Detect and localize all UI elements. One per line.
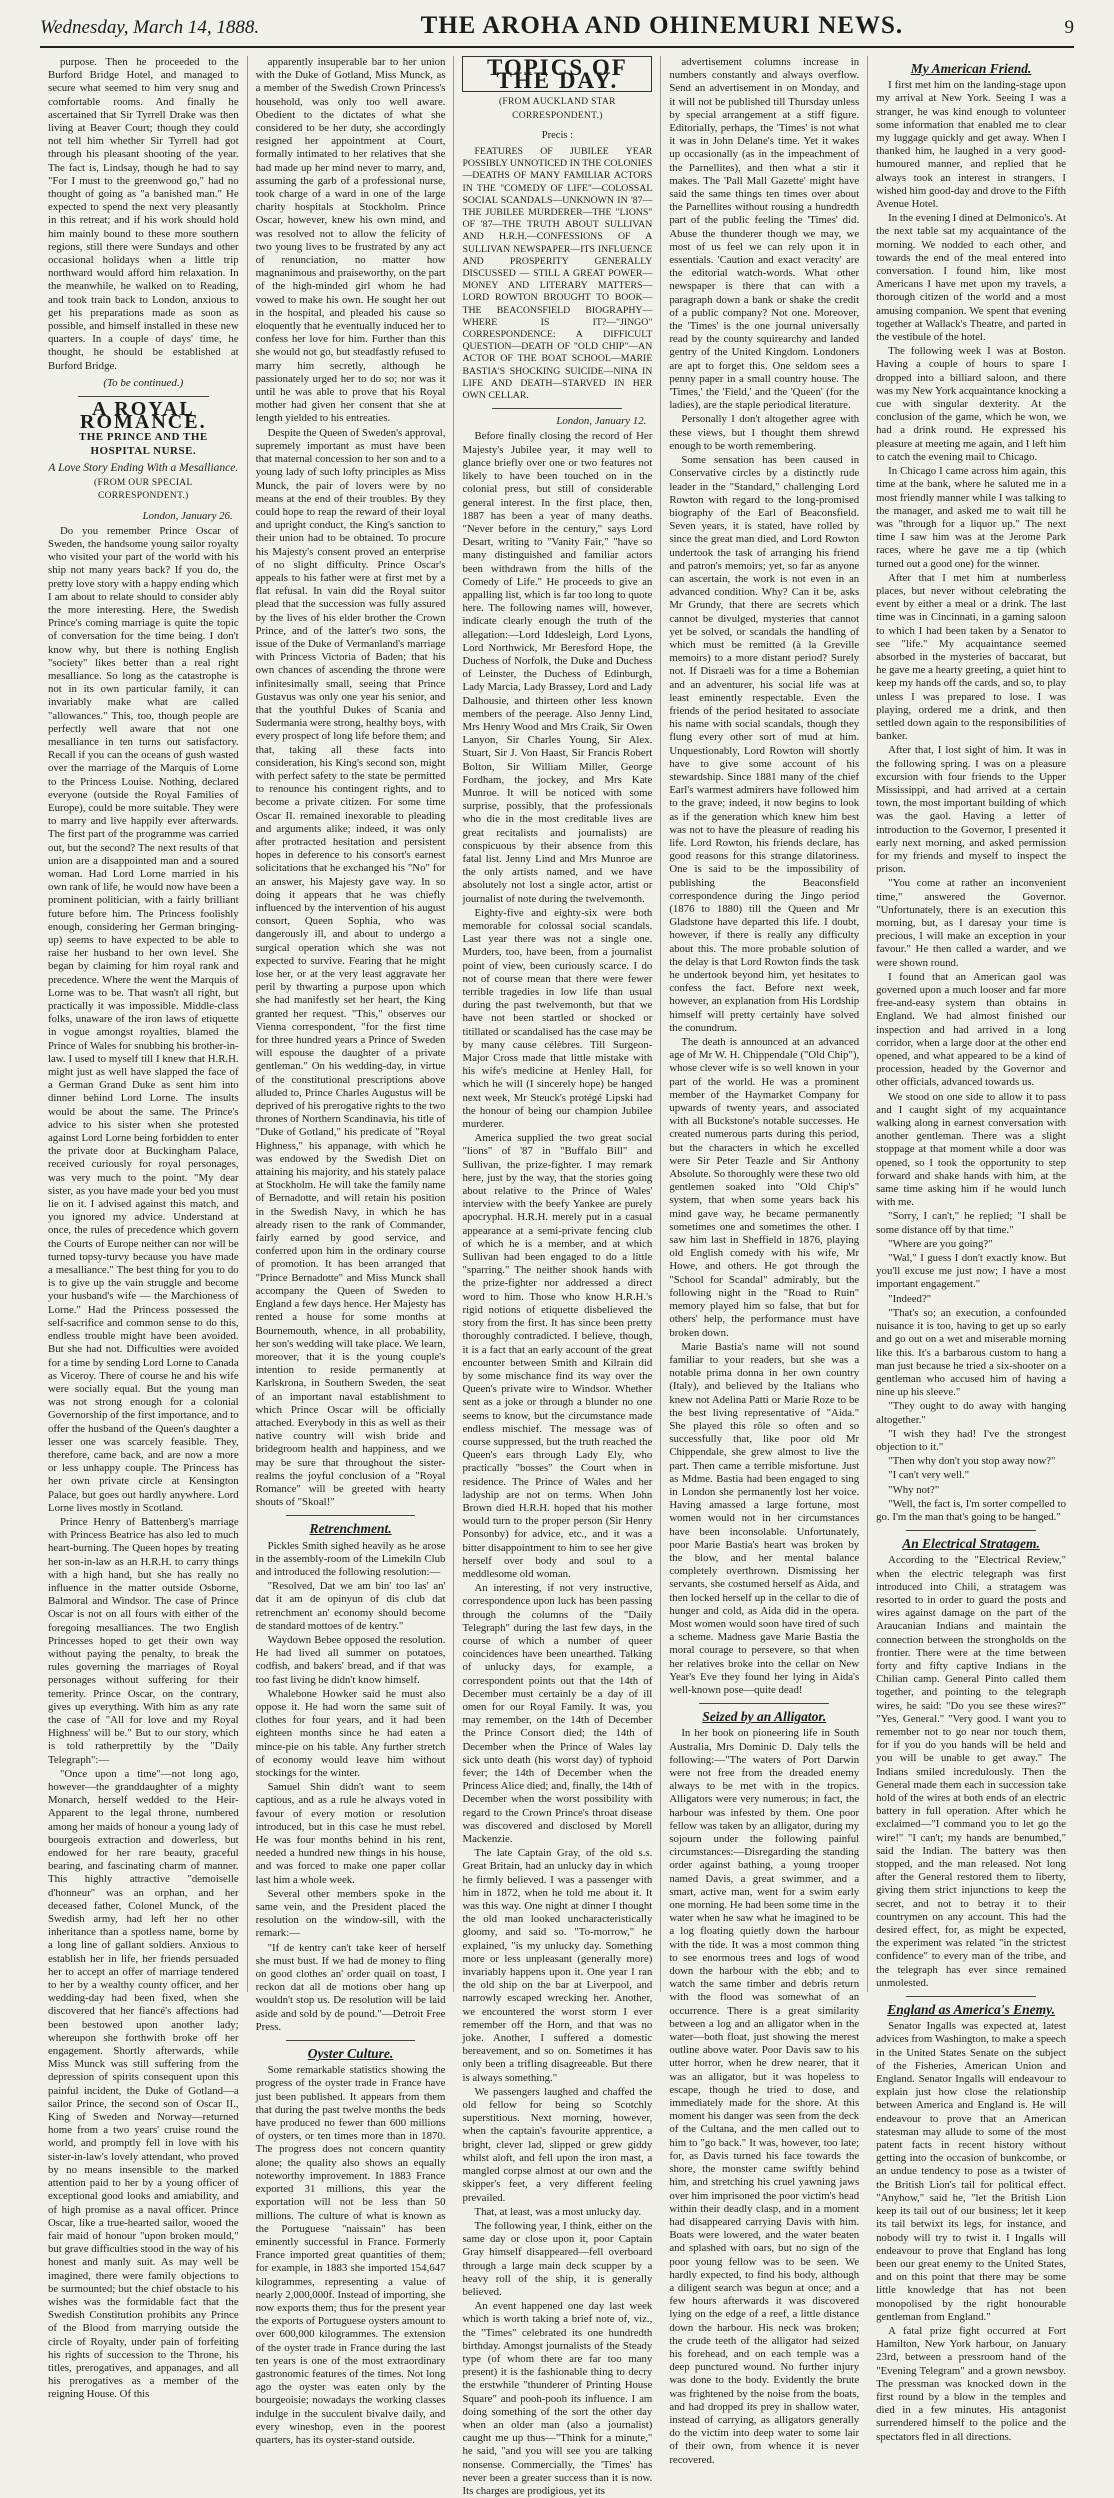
alligator-headline: Seized by an Alligator. xyxy=(702,1709,827,1725)
prize-fight-paragraph: A fatal prize fight occurred at Fort Hamilton, New York harbour, on January 23rd, between a pressroom hand of the "Evening Telegram" and a grown newsboy. The pressman was knocked down in the first round by a blow in the temples and died in a few minutes. His antagonist surrendered himself to the police and the spectators fled in all directions. xyxy=(876,2324,1066,2443)
england-enemy-paragraph: Senator Ingalls was expected at, latest advices from Washington, to make a speech in the United States Senate on the subject of the Fisheries, American Union and England. Senator Ingalls will endeavour to explain just how close the relationship between America and England is. He will endeavour to prove that an American statesman may allude to some of the most patent facts in recent history without getting into the occasion of bunkcombe, or an undue tendency to pose as a twister of the British Lion's tail for political effect. "Anyhow," said he, "let the British Lion keep its tail out of our business; let it keep its tail betwixt its legs, for instance, and nobody will try to twist it. I Ingalls will endeavour to prove that England has long been our great enemy to the United States, and on this point that there may be some little knowledge that has not been monopolised by the right honourable gentleman from England." xyxy=(876,2020,1066,2323)
issue-date: Wednesday, March 14, 1888. xyxy=(40,17,260,38)
american-friend-paragraph: After that I met him at numberless places, but never without celebrating the event by either a meal or a drink. The last time was in Cincinnati, in a gaming saloon to which I had been taken by a Senator to see "life." My acquaintance seemed absorbed in the mysteries of baccarat, but he gave me a hearty greeting, a quiet hint to keep my hands off the cards, and so, to play unless I was prepared to lose. I was playing, ordered me a drink, and then settled down again to the responsibilities of banker. xyxy=(876,571,1066,743)
topics-paragraph: America supplied the two great social "lions" of '87 in "Buffalo Bill" and Sullivan, the prize-fighter. I may remark here, just by the way, that the stories going about relative to the Prince of Wales' interview with the beefy Yankee are purely apocryphal. H.R.H. merely put in a casual appearance at a semi-private fencing club of which he is a member, and at which Sullivan had been engaged to do a little "sparring." The neither shook hands with the prize-fighter nor addressed a direct word to him. Those who know H.R.H.'s rigid notions of etiquette disbelieved the story from the first. It has since been pretty thoroughly contradicted. I believe, though, it is a fact that an early account of the great encounter between Smith and Kilrain did by some mischance find its way over the Queen's private wire to Windsor. Whether sent as a joke or through a blunder no one seems to know, but the circumstance made endless mischief. The message was of course suppressed, but the truth reached the Queen's ears through Lady Ely, who practically "bosses" the Court when in residence. The Prince of Wales and her ladyship are not on terms. When John Brown died H.R.H. hoped that his mother would turn to the proper person (Sir Henry Ponsonby) for advice, etc., and it was a bitter disappointment to him to see her give herself over body and soul to a meddlesome old woman. xyxy=(462,1132,653,1580)
retrenchment-paragraph: Pickles Smith sighed heavily as he arose in the assembly-room of the Limekiln Club and introduced the following resolution:— xyxy=(255,1539,446,1578)
retrenchment-paragraph: Whalebone Howker said he must also oppose it. He had worn the same suit of clothes for four years, and it had been eighteen months since he had eaten a mince-pie on his table. Any further stretch of economy would leave him without stockings for the winter. xyxy=(255,1687,446,1779)
american-friend-paragraph: "They ought to do away with hanging altogether." xyxy=(876,1400,1066,1426)
topics-paragraph: An interesting, if not very instructive, correspondence upon luck has been passing through the columns of the "Daily Telegraph" during the last few days, in the course of which a number of queer coincidences have been unearthed. Talking of unlucky days, for example, a correspondent points out that the 14th of December must certainly be a day of ill omen for our Royal Family. It was, you may remember, on the 14th of December the Prince Consort died; the 14th of December when the Prince of Wales lay sick unto death (his worst day) of typhoid fever; the 14th of December when the Princess Alice died; and, finally, the 14th of December when the worst possibility with regard to the Crown Prince's throat disease was discovered and disclosed by Morell Mackenzie. xyxy=(462,1582,653,1846)
column-3 xyxy=(453,55,660,2497)
topics-of-the-day-headline: TOPICS OF THE DAY. xyxy=(486,55,628,94)
topics-paragraph: That, at least, was a most unlucky day. xyxy=(474,2205,642,2218)
topics-paragraph: Some sensation has been caused in Conservative circles by a distinctly rude leader in the "Standard," challenging Lord Rowton with regard to the long-promised biography of the Earl of Beaconsfield. Seven years, it is stated, have rolled by since the great man died, and Lord Rowton undertook the task of arranging his friend and patron's memoirs; yet, so far as anyone can ascertain, the work is not even in an advanced condition. Why? Can it be, asks Mr Grundy, that there are secrets which cannot be divulged, mysteries that cannot yet be solved, or scandals the handling of which must be remitted (à la Greville memoirs) to a more distant period? Surely not. If Disraeli was for a time a Bohemian and an adventurer, his social life was at least eminently respectable. Even the friends of the period hesitated to associate his name with social scandals, though they flung every other sort of mud at him. Unquestionably, Lord Rowton will shortly have to give some account of his stewardship. Since 1881 many of the chief Earl's warmest admirers have followed him to the grave; indeed, it now begins to look as if the generation which knew him best was not to have the pleasure of reading his life. Lord Rowton, his friends declare, has good reasons for this strange dilatoriness. One is said to be the impossibility of publishing the Beaconsfield correspondence during the Jingo period (1876 to 1880) till the Queen and Mr Gladstone have departed this life. I doubt, however, if there is really any difficulty about this. The more probable solution of the delay is that Lord Rowton finds the task he undertook beyond him, yet hesitates to confess the fact. Before next week, however, an explanation from His Lordship himself will pretty certainly have solved the conundrum. xyxy=(669,454,860,1034)
topics-paragraph: Before finally closing the record of Her Majesty's Jubilee year, it may well to glance briefly over one or two features not likely to have been touched on in the colonial press, but still of considerable general interest. In the first place, then, 1887 has been a year of many deaths. "Never before in the century," says Lord Desart, writing to "Vanity Fair," "have so many distinguished and familiar actors been withdrawn from the hills of the Comedy of Life." He proceeds to give an appalling list, which is far too long to quote here. The following names will, however, indicate clearly enough the truth of the allegation:—Lord Iddesleigh, Lord Lyons, Lord Northwick, Mr Beresford Hope, the Duchess of Norfolk, the Duke and Duchess of Leinster, the Duchess of Edinburgh, Lady Marcia, Lady Brassey, Lord and Lady Dalhousie, and thirteen other less known members of the peerage. Also Jenny Lind, Mrs Henry Wood and Mrs Craik, Sir Owen Lanyon, Sir Charles Young, Sir Alex. Stuart, Sir J. Von Haast, Sir Francis Robert Bolton, Sir William Miller, George Fordham, the jockey, and Mrs Kate Munroe. It will be noticed with some surprise, possibly, that the professionals who die in the most creditable lives are great recitalists and journalists) are conspicuous by their absence from this fatal list. Jenny Lind and Mrs Munroe are the only artists named, and we have absolutely not lost a single actor, artist or journalist of note during the twelvemonth. xyxy=(462,430,653,905)
american-friend-paragraph: "Why not?" xyxy=(888,1483,940,1496)
american-friend-paragraph: "Where are you going?" xyxy=(888,1237,993,1250)
page-header xyxy=(40,12,1074,48)
royal-romance-paragraph: Prince Henry of Battenberg's marriage with Princess Beatrice has also led to much heart-burning. The Queen hopes by treating her son-in-law as an H.R.H. to carry things with a high hand, but she has really no influence in the matter outside Osborne, Balmoral and Windsor. The case of Prince Oscar is not on all fours with either of the foregoing mesalliances. The two English Princesses hoped to get their own way without paying the penalty, to break the rules governing the marriages of Royal personages without suffering for their temerity. Prince Oscar, on the contrary, gives up everything. With him as any rate the case of "All for love and my Royal Highness' will be." But to our story, which is told ratherprettily by the "Daily Telegraph":— xyxy=(48,1515,239,1766)
american-friend-paragraph: In the evening I dined at Delmonico's. At the next table sat my acquaintance of the morning. We nodded to each other, and towards the end of the meal entered into conversation. I found him, like most Americans I have met upon my travels, a thorough citizen of the world and a most amusing companion. We spent that evening together at Wallack's Theatre, and parted in the vestibule of the hotel. xyxy=(876,212,1066,344)
column-5 xyxy=(867,56,1074,2443)
story-continuation-text: purpose. Then he proceeded to the Burford Bridge Hotel, and managed to secure what seemed to him very snug and comfortable rooms. And finally he ascertained that Sir Tyrrell Drake was then living at Beaver Court; though they could not tell him whether Sir Tyrrell had got through his pleasant shooting of the year. The fact is, Lindsay, though he had to say "For I must to the greenwood go," had no thought of going as "a banished man." He expected to spend the next very pleasantly in this retreat; and if his work should hold him mainly bound to these more southern regions, still there were Sundays and other occasional holidays when a little trip northward would afford him relaxation. In the meanwhile, he walked on to Reading, and took train back to London, anxious to get his preparations made as soon as possible, and himself installed in these new quarters. In a couple of days' time, he thought, he should be established at Burford Bridge. xyxy=(48,56,239,372)
topics-dateline: London, January 12. xyxy=(556,415,647,428)
american-friend-paragraph: "Wal," I guess I don't exactly know. But you'll excuse me just now; I have a most important engagement." xyxy=(876,1252,1066,1291)
royal-romance-paragraph: "Once upon a time"—not long ago, however—the granddaughter of a mighty Monarch, herself wedded to the Heir-Apparent to the legal throne, numbered among her maids of honour a young lady of bourgeois extraction and dowerless, but endowed for her rare beauty, graceful bearing, and fascinating charm of manner. This highly attractive "demoiselle d'honneur" was an orphan, and her deceased father, Colonel Munck, of the Swedish army, had left her no other inheritance than a spotless name, borne by a long line of gallant soldiers. Anxious to establish her in life, her friends persuaded her to accept an offer of marriage tendered to her by a wealthy county officer, and her wedding-day had been fixed, when she discovered that her fiancé's affections had been bestowed upon another lady; whereupon she forthwith broke off her engagement. Shortly afterwards, while Miss Munck was still suffering from the depression of spirits consequent upon this painful incident, the Duke of Gotland—a sailor Prince, the second son of Oscar II., King of Sweden and Norway—returned home from a two years' cruise round the world, and promptly fell in love with his sister-in-law's lovely attendant, who proved by no means insensible to the marked attention paid to her by a young officer of exceptional good looks and amiability, and of high promise as a naval officer. Prince Oscar, like a true-hearted sailor, wooed the fair maid of honour "upon broken mould," but grave difficulties stood in the way of his honest and manly suit. As may well be imagined, there were family objections to be surmounted; but the chief obstacle to his wishes was the formidable fact that the Swedish Constitution prohibits any Prince of the Blood from marrying outside the circle of Royalty, under pain of forfeiting his rights of succession to the Throne, his titles, prerogatives, and appanages, and all his prerogatives as a member of the reigning House. Of this xyxy=(48,1767,239,2401)
american-friend-paragraph: "Well, the fact is, I'm sorter compelled to go. I'm the man that's going to be hanged." xyxy=(876,1497,1066,1523)
oyster-culture-paragraph: Some remarkable statistics showing the progress of the oyster trade in France have just been published. It appears from them that during the past twelve months the beds have produced no fewer than 600 millions of oysters, or ten times more than in 1870. The progress does not concern quantity alone; the quality also shows an equally noteworthy improvement. In 1883 France exported 31 millions, this year the exportation will not be less than 50 millions. The culture of what is known as the Portuguese "naissain" has been eminently successful in France. Formerly France imported great quantities of them; for example, in 1883 she imported 154,647 kilogrammes, representing a value of nearly 2,000,000f. Instead of importing, she now exports them; thus for the present year the exports of Portuguese oysters amount to over 600,000 kilogrammes. The extension of the oyster trade in France during the last ten years is one of the most extraordinary gastronomic features of the times. Not long ago the oyster was eaten only by the bourgeoisie; nowadays the working classes indulge in the succulent bivalve daily, and every wineshop, even in the poorest quarters, has its oyster-stand outside. xyxy=(255,2064,446,2446)
american-friend-paragraph: "You come at rather an inconvenient time," answered the Governor. "Unfortunately, there is an execution this morning, but, as I daresay your time is precious, I will make an exception in your favour." He then called a warder, and we were shown round. xyxy=(876,877,1066,969)
column-2 xyxy=(247,56,454,2446)
england-enemy-headline: England as America's Enemy. xyxy=(887,2002,1055,2018)
royal-romance-subheadline: THE PRINCE AND THE HOSPITAL NURSE. xyxy=(78,431,208,457)
column-1 xyxy=(40,56,247,2401)
alligator-paragraph: In her book on pioneering life in South Australia, Mrs Dominic D. Daly tells the following:—"The waters of Port Darwin were not free from the dreaded enemy always to be met with in the tropics. Alligators were very numerous; in fact, the harbour was infested by them. One poor fellow was taken by an alligator, during my sojourn under the following painful circumstances:—Disregarding the standing order against bathing, a young trooper named Davis, a great swimmer, and a smart, active man, went for a swim early one morning. He had been some time in the water when he saw what he imagined to be a log floating quietly down the harbour with the tide. It was a most common thing to see enormous trees and logs of wood down the harbour with the ebb; and to watch the same timber and debris return with the flood was somewhat of an occurrence. There is a great similarity between a log and an alligator when in the water—both float, just showing the merest outline above water. Poor Davis saw to his utter horror, when he drew nearer, that it was an alligator, but it was hopeless to escape, though he tried to dose, and immediately made for the shore. At this moment his danger was seen from the deck of the Cultana, and the men called out to him to "go back." It was, however, too late; for, as Davis turned his face towards the shore, the monster came swiftly behind him, and stretching his cruel yawning jaws over him imprisoned the poor victim's head within their deadly clasp, and in a moment had disappeared carrying Davis with him. Boats were lowered, and the water beaten and splashed with oars, but no sign of the poor young fellow was to be seen. We hardly expected, to find his body, although a diligent search was begun at once; and a few hours afterwards it was discovered lying on the edge of a reef, a little distance down the harbour. His neck was broken; the crude teeth of the alligator had seized his forehead, and on each temple was a deep punctured wound. No further injury was done to the body. Evidently the brute was frightened by the noise from the boats, and had dropped its prey in shallow water, instead of carrying, as alligators generally do the victim into deep water to some lair of their own, from whence it is never recovered. xyxy=(669,1727,860,2466)
american-friend-paragraph: "I wish they had! I've the strongest objection to it." xyxy=(876,1427,1066,1453)
american-friend-paragraph: We stood on one side to allow it to pass and I caught sight of my acquaintance walking along in earnest conversation with another gentleman. There was a slight stoppage at that moment while a door was opened, so I took the opportunity to step forward and shake hands with him, at the same time asking him if he would lunch with me. xyxy=(876,1090,1066,1209)
precis-heading: Precis : xyxy=(541,129,573,141)
topics-paragraph: Personally I don't altogether agree with these views, but I thought them shrewd enough to be worth remembering. xyxy=(669,413,860,452)
topics-paragraph: Marie Bastia's name will not sound familiar to your readers, but she was a notable prima donna in her own country (Italy), and believed by the Italians who knew not Adelina Patti or Marie Roze to be the best living representative of "Aida." She played this rôle so often and so successfully that, like poor old Mr Chippendale, she grew almost to live the part. Then came a terrible misfortune. Just as Mdme. Bastia had been engaged to sing in London she permanently lost her voice. Having amassed a large fortune, most women would not in her circumstances have been inconsolable. Unfortunately, poor Marie Bastia's heart was broken by the blow, and her mental balance completely overthrown. Dismissing her servants, she costumed herself as Aida, and then locked herself up in the cellar to die of hunger and cold, as Aida did in the opera. Most women would soon have tired of such a scheme. Madness gave Marie Bastia the moral courage to persevere, so that when her relatives broke into the cellar on New Year's Eve they found her lying in Aida's well-known pose—quite dead! xyxy=(669,1340,860,1696)
retrenchment-paragraph: Waydown Bebee opposed the resolution. He had lived all summer on potatoes, codfish, and bakers' bread, and if that was too fast living he didn't know himself. xyxy=(255,1633,446,1686)
electrical-stratagem-paragraph: According to the "Electrical Review," when the electric telegraph was first introduced into Chili, a stratagem was resorted to in order to guard the posts and wires against damage on the part of the Araucanian Indians and maintain the connection between the strongholds on the frontier. There were at the time between forty and fifty captive Indians in the Chilian camp. General Pinto called them together, and pointing to the telegraph wires, he said: "Do you see these wires?" "Yes, General." "Very good. I want you to remember not to go near nor touch them, for if you do you hands will be held and you will be unable to get away." The Indians smiled incredulously. Then the General made them each in succession take hold of the wires at both ends of an electric battery in full operation. After which he exclaimed—"I command you to let go the wire!" "I can't; my hands are benumbed," said the Indian. The battery was then stopped, and the man released. Not long after the General restored them to liberty, giving them strict injunctions to keep the secret, and not to betray it to their countrymen on any account. This had the desired effect, for, as might be expected, the experiment was related "in the strictest confidence" to every man of the tribe, and the telegraph has ever since remained unmolested. xyxy=(876,1554,1066,1989)
article-divider xyxy=(492,408,622,409)
american-friend-paragraph: I found that an American gaol was governed upon a much looser and far more free-and-easy system than obtains in England. We had almost finished our inspection and had arrived in a long corridor, when a large door at the other end opened, and what appeared to be a kind of procession, headed by the Governor and other officials, advanced towards us. xyxy=(876,970,1066,1089)
royal-romance-paragraph: Despite the Queen of Sweden's approval, supremely important as must have been that maternal concession to her son and to a young lady of such lofty principles as Miss Munck, the pair of lovers were by no means at the end of their troubles. By they could hope to reap the reward of their loyal and upright conduct, the King's sanction to their union had to be obtained. To procure his Majesty's consent proved an enterprise of no slight difficulty. Prince Oscar's appeals to his father were at first met by a flat refusal. In vain did the Royal suitor plead that the succession was fully assured by the lives of his elder brother the Crown Prince, and of the latter's two sons, the issue of the Duke of Vermanland's marriage with Princess Victoria of Baden; that his own chances of ascending the throne were infinitesimally small, seeing that Prince Gustavus was only one year his senior, and that the youthful Dukes of Scania and Sudermania were strong, healthy boys, with every prospect of long life before them; and that, taking all these facts into consideration, his King's second son, might with perfect safety to the state be permitted to renounce his contingent rights, and to become a private citizen. For some time Oscar II. remained inexorable to pleading and arguments alike; indeed, it was only after protracted hesitation and persistent hopes in deference to his consort's earnest solicitations that he exchanged his "No" for an answer, his Majesty gave way. In so doing it appears that he was chiefly influenced by the intervention of his august consort, Queen Sophia, who was dangerously ill, and about to undergo a surgical operation which she was not expected to survive. Fearing that he might lose her, or at the very least aggravate her peril by thwarting a purpose upon which she had manifestly set her heart, the King granted her request. "This," observes our Vienna correspondent, "for the first time for three hundred years a Prince of Sweden will espouse the daughter of a private gentleman." On his wedding-day, in virtue of the constitutional prescriptions above alluded to, Prince Charles Augustus will be deprived of his prerogative rights to the two thrones of Northern Scandinavia, his title of "Duke of Gotland," his predicate of "Royal Highness," his appanage, with which he was endowed by the Swedish Diet on attaining his majority, and his stately palace at Stockholm. He will take the family name of Bernadotte, and will retain his position in the Swedish Navy, in which he has already risen to the rank of Commander, fairly earned by good service, and conferred upon him in the ordinary course of promotion. It has been arranged that "Prince Bernadotte" and Miss Munck shall accompany the Queen of Sweden to England a few days hence. Her Majesty has rented a house for some months at Bournemouth, whence, in all probability, her son's wedding will take place. We learn, moreover, that it is the young couple's intention to reside permanently at Karlskrona, in Southern Sweden, the seat of an important naval establishment to which Prince Oscar will be officially attached. Everybody in this as well as their native country will wish bride and bridegroom health and happiness, and we may be sure that throughout the sister-realms the joyful conclusion of a "Royal Romance" will be greeted with hearty shouts of "Skoal!" xyxy=(255,426,446,1509)
american-friend-paragraph: After that, I lost sight of him. It was in the following spring. I was on a pleasure excursion with four friends to the Upper Mississippi, and had arrived at a certain town, the most important building of which was the gaol. Having a letter of introduction to the Governor, I presented it early next morning, and asked permission for my friends and myself to inspect the prison. xyxy=(876,744,1066,876)
retrenchment-paragraph: Samuel Shin didn't want to seem captious, and as a rule he always voted in favour of every motion or resolution introduced, but in this case he must rebel. He was four months behind in his rent, needed a hundred new things in his house, and was forced to make one paper collar last him a whole week. xyxy=(255,1781,446,1886)
topics-paragraph: The following year, I think, either on the same day or close upon it, poor Captain Gray himself disappeared—fell overboard through a large main deck scupper by a heavy roll of the ship, it is generally believed. xyxy=(462,2219,653,2298)
column-4 xyxy=(660,56,867,2466)
topics-of-the-day-banner xyxy=(462,56,652,92)
retrenchment-headline: Retrenchment. xyxy=(309,1521,392,1537)
american-friend-paragraph: "Indeed?" xyxy=(888,1292,932,1305)
newspaper-columns xyxy=(40,55,1074,2497)
royal-romance-tagline: A Love Story Ending With a Mesalliance. xyxy=(48,461,239,474)
retrenchment-paragraph: "Resolved, Dat we am bin' too las' an' dat it am de opinyun of dis club dat retrenchment an' economy should become de standard mottoes of de kentry." xyxy=(255,1580,446,1632)
topics-paragraph: advertisement columns increase in numbers constantly and always overflow. Send an advertisement in on Monday, and it will not be published till Thursday unless by special arrangement at a stiff figure. Editorially, perhaps, the 'Times' is not what it was in John Delane's time. Yet it wakes up occasionally (as in the impeachment of the Parnellites), and then what a stir it makes. The 'Pall Mall Gazette' might have said the same things ten times over about the Parnellites without rousing a hundredth part of the public feeling the 'Times' did. Abuse the thunderer though we may, we most of us feel we can rely upon it in essentials. 'Caution and exact veracity' are the editorial watch-words. What other newspaper is there that can with a paragraph down a bank or shake the credit of a public company? Not one. Moreover, the 'Times' is the one journal universally read by the county squirearchy and landed gentry of the United Kingdom. Londoners are apt to forget this. One seldom sees a penny paper in a small country house. The 'Times,' the 'Field,' and the 'Queen' (for the ladies), are the staple periodical literature. xyxy=(669,56,860,412)
article-divider xyxy=(286,2040,416,2041)
article-divider xyxy=(906,1996,1036,1997)
electrical-stratagem-headline: An Electrical Stratagem. xyxy=(902,1536,1040,1552)
article-divider xyxy=(78,396,209,397)
american-friend-paragraph: "That's so; an execution, a confounded nuisance it is too, having to get up so early and go out on a wet and miserable morning like this. It's a barbarous custom to hang a man just because he tried a six-shooter on a gentleman who accused him of having a nine up his sleeve." xyxy=(876,1306,1066,1399)
royal-romance-paragraph: apparently insuperable bar to her union with the Duke of Gotland, Miss Munck, as a member of the Swedish Crown Princess's household, was only too well aware. Obedient to the dictates of what she considered to be her duty, she accordingly resigned her appointment at Court, formally intimated to her relatives that she had made up her mind never to marry, and, assuming the garb of a professional nurse, took charge of a ward in one of the large charity hospitals at Stockholm. Prince Oscar, however, knew his own mind, and was resolved not to allow the felicity of two young lives to be frustrated by any act of renunciation, no matter how magnanimous and praiseworthy, on the part of the high-minded girl whom he had vowed to make his own. He sought her out in the hospital, and pleaded his cause so eloquently that he eventually induced her to confess her love for him. Further than this she would not go, but steadfastly refused to marry him secretly, although he passionately urged her to do so; nor was it until he was able to prove that his Royal mother had given her consent that she at length yielded to his entreaties. xyxy=(255,56,446,425)
american-friend-headline: My American Friend. xyxy=(910,61,1032,76)
retrenchment-paragraph: Several other members spoke in the same vein, and the President placed the resolution on the window-sill, with the remark:— xyxy=(255,1887,446,1940)
oyster-culture-headline: Oyster Culture. xyxy=(307,2046,394,2062)
american-friend-paragraph: The following week I was at Boston. Having a couple of hours to spare I dropped into a billiard saloon, and there was my New York acquaintance knocking a cue with singular dexterity. At the conclusion of the game, which he won, we had a drink round. He expressed his pleasure at meeting me again, and I left him to catch the evening mail to Chicago. xyxy=(876,345,1066,463)
royal-romance-headline: A ROYAL ROMANCE. xyxy=(80,398,207,434)
newspaper-title: THE AROHA AND OHINEMURI NEWS. xyxy=(420,12,904,39)
precis-summary: FEATURES OF JUBILEE YEAR POSSIBLY UNNOTICED IN THE COLONIES—DEATHS OF MANY FAMILIAR ACTORS IN THE "COMEDY OF LIFE"—COLOSSAL SOCIAL SCANDALS—UNKNOWN IN '87—THE JUBILEE MURDERER—THE "LIONS" OF '87—THE TRUTH ABOUT SULLIVAN AND H.R.H.—CONFESSIONS OF A SULLIVAN NEWSPAPER—ITS INFLUENCE AND PROSPERITY GENERALLY DISCUSSED — STILL A GREAT POWER—MONEY AND LITERARY MATTERS—LORD ROWTON BROUGHT TO BOOK—THE BEACONSFIELD BIOGRAPHY—WHERE IS IT?—"JINGO" CORRESPONDENCE: A DIFFICULT QUESTION—DEATH OF "OLD CHIP"—AN ACTOR OF THE BOAT SCHOOL—MARIE BASTIA'S SHOCKING SUICIDE—NINA IN LIFE AND DEATH—STARVED IN HER OWN CELLAR. xyxy=(462,146,653,402)
american-friend-paragraph: "Then why don't you stop away now?" xyxy=(888,1455,1056,1468)
retrenchment-paragraph: "If de kentry can't take keer of herself she must bust. If we had de money to fling on good clothes an' order quail on toast, I reckon dat all de motions ober hang up wouldn't stop us. De resolution will be laid aside and sold by de pound."—Detroit Free Press. xyxy=(255,1941,446,2033)
american-friend-paragraph: "I can't very well." xyxy=(888,1469,970,1482)
american-friend-paragraph: In Chicago I came across him again, this time at the bank, where he saluted me in a most friendly manner while I was talking to the manager, and asked me to wait till he was "through for a liquor up." The next time I saw him was at the Jerome Park races, where he gave me a tip (which turned out a good one) for the winner. xyxy=(876,465,1066,570)
page-number: 9 xyxy=(1064,17,1074,38)
american-friend-paragraph: I first met him on the landing-stage upon my arrival at New York. Seeing I was a stranger, he was kind enough to volunteer some information that enabled me to clear my luggage quickly and get away. When I thanked him, he laughed in a very good-humoured manner, and replied that he always took an interest in strangers. I wished him good-day and drove to the Fifth Avenue Hotel. xyxy=(876,79,1066,211)
topics-source: (FROM AUCKLAND STAR CORRESPONDENT.) xyxy=(498,97,616,121)
american-friend-paragraph: "Sorry, I can't," he replied; "I shall be some distance off by that time." xyxy=(876,1210,1066,1236)
article-divider xyxy=(699,1703,829,1704)
royal-romance-dateline: London, January 26. xyxy=(142,509,233,522)
topics-paragraph: The death is announced at an advanced age of Mr W. H. Chippendale ("Old Chip"), whose clever wife is so well known in your part of the world. He was a prominent member of the Haymarket Company for upwards of twenty years, and associated with all Buckstone's notable successes. He created numerous parts during this period, but the characters in which he excelled were Sir Peter Teazle and Sir Anthony Absolute. So thoroughly were these two old gentlemen soaked into "Old Chip's" system, that when some years back his mind gave way, he became permanently sometimes one and sometimes the other. I saw him last in Sheffield in 1876, playing old English comedy with his wife, Mr Howe, and others. He got through the "School for Scandal" admirably, but the following night in the "Road to Ruin" memory played him so false, that but for others' help, the performance must have broken down. xyxy=(669,1036,860,1339)
to-be-continued-note: (To be continued.) xyxy=(103,376,184,389)
topics-paragraph: We passengers laughed and chaffed the old fellow for being so Scotchly superstitious. Next morning, however, when the captain's favourite apprentice, a bright, clever lad, slipped or grew giddy whilst aloft, and fell upon the iron mast, a mangled corpse almost at our own and the skipper's feet, a very different feeling prevailed. xyxy=(462,2085,653,2204)
topics-paragraph: Eighty-five and eighty-six were both memorable for colossal social scandals. Last year there was not a single one. Murders, too, have been, from a journalist point of view, been curiously scarce. I do not of course mean that there were fewer terrible tragedies in low life than usual during the past twelvemonth, but that we have not been startled or shocked or titillated or scandalised has the case may be by many cause célèbres. Till Surgeon-Major Cross made that little mistake with his wife's medicine at Henley Hall, for which he will (I sincerely hope) be hanged next week, Mr Steuck's protégé Lipski had the honour of being our champion Jubilee murderer. xyxy=(462,906,653,1131)
royal-romance-source: (FROM OUR SPECIAL CORRESPONDENT.) xyxy=(94,478,193,502)
article-divider xyxy=(286,1515,416,1516)
topics-paragraph: An event happened one day last week which is worth taking a brief note of, viz., the "Times" celebrated its one hundredth birthday. Amongst journalists of the Steady type (of whom there are far too many present) it is the fashionable thing to decry the erstwhile "thunderer of Printing House Square" and pooh-pooh its influence. I am doing something of the sort the other day when an older man (also a journalist) caught me up thus—"Think for a minute," he said, "and you will see you are talking nonsense. Commercially, the 'Times' has never been a greater success than it is now. Its charges are prodigious, yet its xyxy=(462,2300,653,2497)
topics-paragraph: The late Captain Gray, of the old s.s. Great Britain, had an unlucky day in which he firmly believed. I was a passenger with him in 1872, when he told me about it. It was this way. One night at dinner I thought the old man looked uncharacteristically gloomy, and said so. "To-morrow," he explained, "is my unlucky day. Something more or less unpleasant (generally more) invariably happens upon it. One year I ran the old ship on the bar at Liverpool, and narrowly escaped wrecking her. Another, we encountered the worst storm I ever remember off the Horn, and that was no joke. Another, I suffered a domestic bereavement, and so on. Sometimes it has only been a trifling disagreeable. But there is always something." xyxy=(462,1847,653,2084)
article-divider xyxy=(906,1530,1036,1531)
royal-romance-paragraph: Do you remember Prince Oscar of Sweden, the handsome young sailor royalty who visited your part of the world with his ship not many years back? If you do, the pretty love story with a happy ending which I am about to relate should to consider ably the more interesting. Here, the Swedish Prince's coming marriage is quite the topic of conversation for the time being. I don't know why, but there is nothing English "society" likes better than a real right mesalliance. So long as the catastrophe is not in its own particular family, it can invariably make what are called "allowances." This, too, though people are perfectly well aware that not one mesalliance in ten turns out satisfactory. Recall if you can the oceans of gush wasted over the marriage of the Marquis of Lorne to the Princess Louise. Nothing, declared everyone (outside the Royal Families of Europe), could be more suitable. They were to marry and live happily ever afterwards. The first part of the programme was carried out, but the second? The next results of that union are a disappointed man and a soured woman. Had Lord Lorne married in his own rank of life, he would now have been a prominent politician, with a fairly brilliant future before him. The Princess foolishly enough, considering her German bringing-up) seems to have expected to be able to raise her husband to her own level. She began by claiming for him royal rank and precedence. Where the went the Marquis of Lorne was to be. That wasn't all right, but practically it was impossible. Middle-class folks, unaware of the iron laws of etiquette in vogue amongst royalties, blamed the Prince of Wales for snubbing his brother-in-law. I used to myself till I knew that H.R.H. might just as well have slapped the face of a German Grand Duke as sent him into dinner behind Lord Lorne. The insults would be about the same. The Prince's advice to his sister when she protested against Lord Lorne being forbidden to enter the private door at Buckingham Palace, received curiously for royal personages, was very much to the point. "My dear sister, as you have made your bed you must lie on it. I advised against this match, and you ignored my advice. Understand at once, the rules of precedence which govern the Courts of Europe neither can nor will be turned topsy-turvy because you have made a mesalliance." The best thing for you to do is to give up the vain struggle and become your husband's wife — the Marchioness of Lorne." Had the Princess possessed the self-sacrifice and common sense to do this, endless trouble might have been avoided. But she had not. Difficulties were avoided for a time by sending Lord Lorne to Canada as Viceroy. There of course he and his wife were socially equal. But the young man was not strong enough for a colonial Governorship of the first importance, and to offer the husband of the Queen's daughter a lesser one was scarcely feasible. They, therefore, came back, and are now a more or less unhappy couple. The Princess has her own private circle at Kensington Palace, but goes out hardly anywhere. Lord Lorne lives mostly in Scotland. xyxy=(48,524,239,1514)
